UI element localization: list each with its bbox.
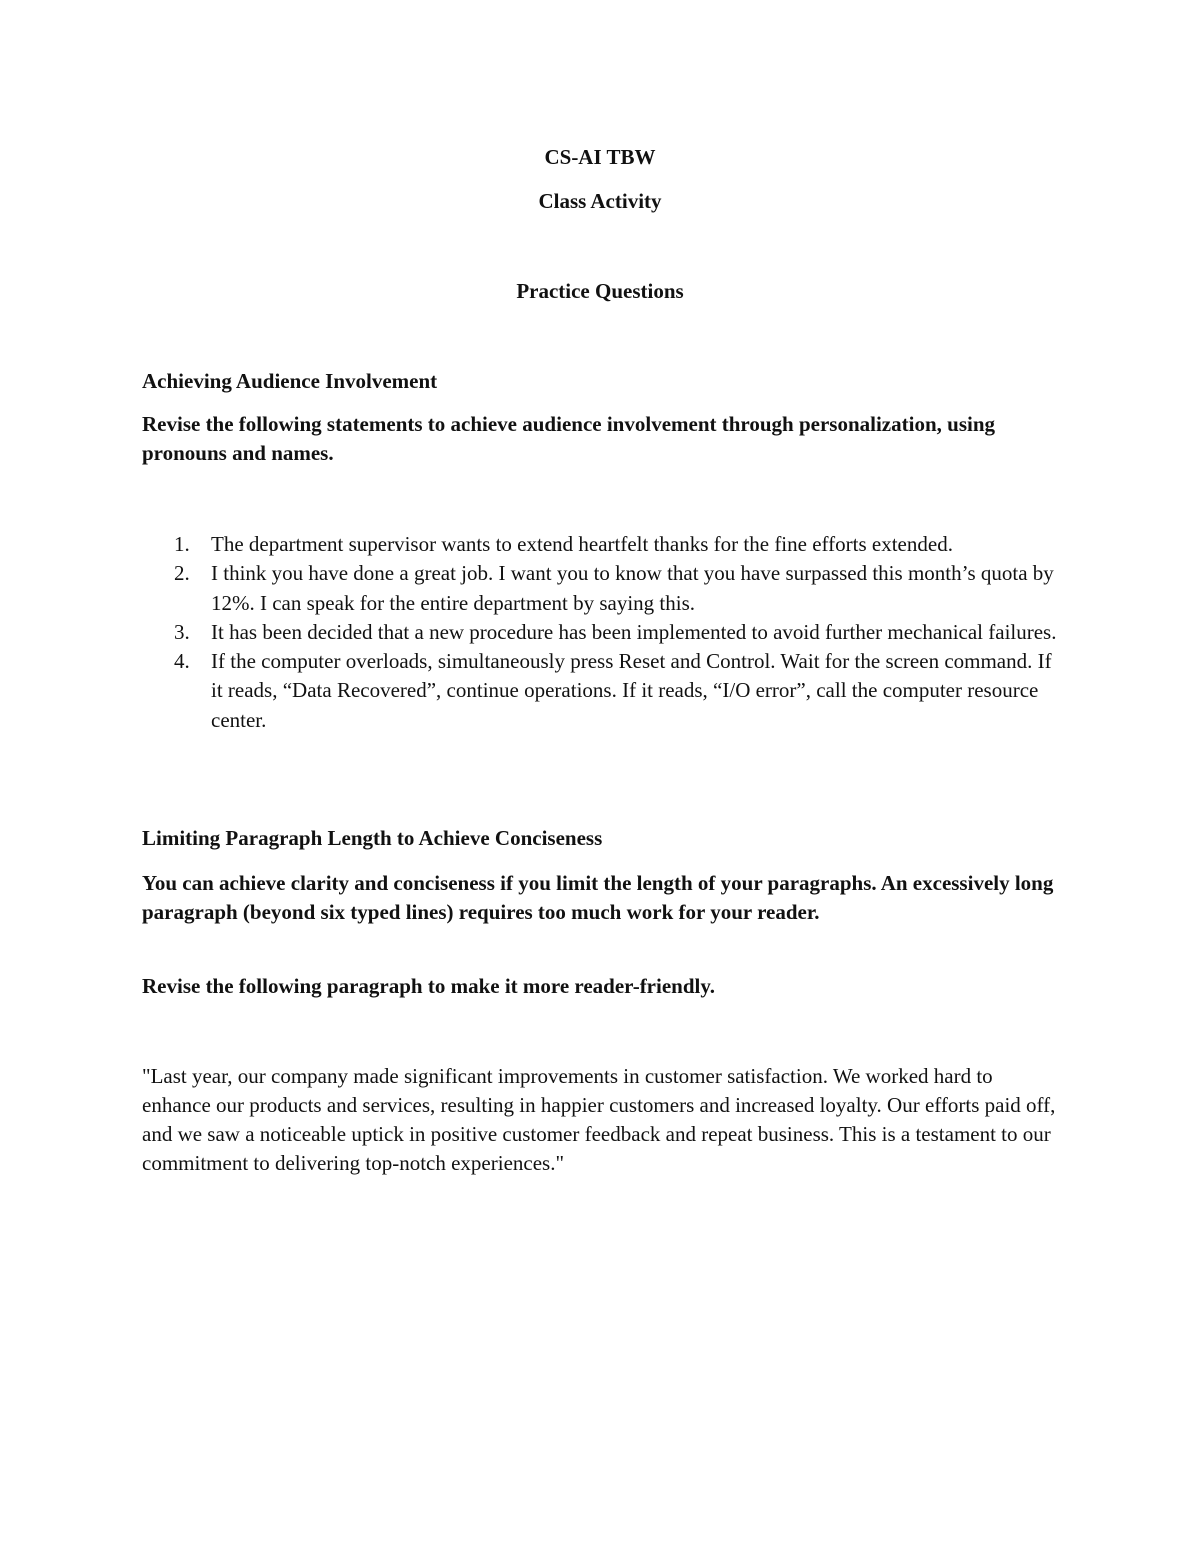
section1-instruction: Revise the following statements to achieve audience involvement through personalization, using pronouns and names. bbox=[142, 412, 996, 465]
activity-title: Class Activity bbox=[538, 189, 662, 213]
item-text: If the computer overloads, simultaneously press Reset and Control. Wait for the screen command. If it reads, “Data Recovered”, continue operations. If it reads, “I/O error”, call the computer resource center. bbox=[211, 649, 1052, 732]
section1-heading: Achieving Audience Involvement bbox=[142, 369, 438, 393]
section2-heading: Limiting Paragraph Length to Achieve Conciseness bbox=[142, 826, 603, 850]
course-title: CS-AI TBW bbox=[544, 145, 656, 169]
section2-intro: You can achieve clarity and conciseness if you limit the length of your paragraphs. An excessively long paragraph (beyond six typed lines) requires too much work for your reader. bbox=[142, 871, 1054, 924]
item-text: The department supervisor wants to extend heartfelt thanks for the fine efforts extended. bbox=[211, 532, 953, 556]
item-number: 1. bbox=[174, 532, 190, 556]
sample-paragraph: "Last year, our company made significant improvements in customer satisfaction. We worked hard to enhance our products and services, resulting in happier customers and increased loyalty. Our efforts paid off, and we saw a noticeable uptick in positive customer feedback and repeat business. This is a testament to our commitment to delivering top-notch experiences." bbox=[142, 1064, 1056, 1175]
item-number: 3. bbox=[174, 619, 190, 644]
question-list bbox=[142, 530, 1062, 735]
list-item bbox=[142, 530, 1062, 559]
list-item bbox=[142, 647, 1062, 735]
list-item bbox=[142, 618, 1062, 647]
page-title: Practice Questions bbox=[516, 279, 684, 303]
item-number: 4. bbox=[174, 649, 190, 674]
item-text: I think you have done a great job. I want you to know that you have surpassed this month’s quota by 12%. I can speak for the entire department by saying this. bbox=[211, 561, 1054, 615]
item-text: It has been decided that a new procedure has been implemented to avoid further mechanical failures. bbox=[211, 619, 1057, 644]
list-item bbox=[142, 559, 1062, 618]
section2-instruction: Revise the following paragraph to make it more reader-friendly. bbox=[142, 974, 715, 998]
item-number: 2. bbox=[174, 561, 190, 586]
